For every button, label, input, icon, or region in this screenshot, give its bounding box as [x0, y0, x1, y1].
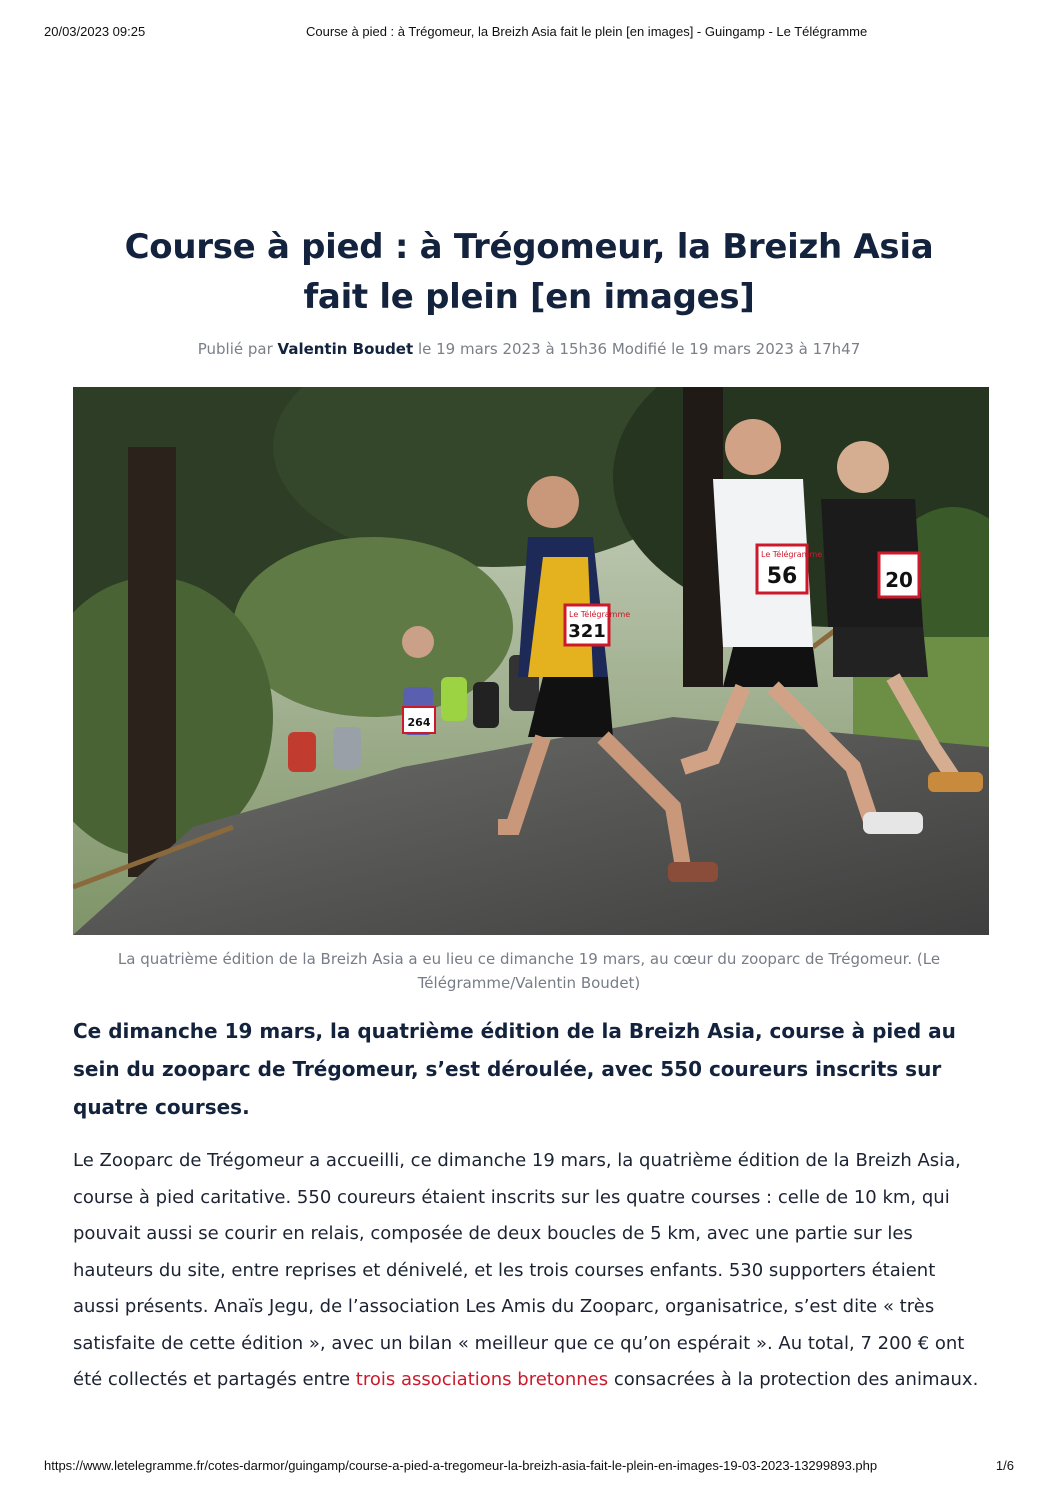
byline-prefix: Publié par [197, 340, 273, 358]
author-link[interactable]: Valentin Boudet [277, 340, 414, 358]
article-body [73, 1143, 985, 1399]
article-lead: Ce dimanche 19 mars, la quatrième édition de la Breizh Asia, course à pied au sein du zooparc de Trégomeur, s’est déroulée, avec 550 coureurs inscrits sur quatre courses. [73, 1019, 956, 1119]
body-text-part-2: consacrées à la protection des animaux. [613, 1369, 979, 1390]
article-title: Course à pied : à Trégomeur, la Breizh Asia fait le plein [en images] [124, 227, 934, 317]
byline-dates: le 19 mars 2023 à 15h36 Modifié le 19 mars 2023 à 17h47 [417, 340, 861, 358]
print-date: 20/03/2023 09:25 [44, 24, 146, 39]
page-number: 1/6 [995, 1458, 1014, 1473]
runners-photo-illustration [73, 387, 989, 935]
print-footer [44, 1458, 1014, 1478]
photo-caption: La quatrième édition de la Breizh Asia a eu lieu ce dimanche 19 mars, au cœur du zooparc de Trégomeur. (Le Télégramme/Valentin Boudet) [117, 950, 941, 992]
body-text-part-1: Le Zooparc de Trégomeur a accueilli, ce dimanche 19 mars, la quatrième édition de la Breizh Asia, course à pied caritative. 550 coureurs étaient inscrits sur les quatre courses : celle de 10 km, qui pouvait aussi se courir en relais, composée de deux boucles de 5 km, avec une partie sur les hauteurs du site, entre reprises et dénivelé, et les trois courses enfants. 530 supporters étaient aussi présents. Anaïs Jegu, de l’association Les Amis du Zooparc, organisatrice, s’est dite « très satisfaite de cette édition », avec un bilan « meilleur que ce qu’on espérait ». Au total, 7 200 € ont été collectés et partagés entre [73, 1150, 965, 1390]
byline [73, 340, 985, 358]
bib-banner-56: Le Télégramme [761, 550, 823, 559]
article-photo[interactable] [73, 387, 989, 935]
bib-321: 321 [568, 621, 606, 642]
bib-banner-321: Le Télégramme [569, 610, 631, 619]
bib-264: 264 [407, 716, 431, 729]
associations-link[interactable]: trois associations bretonnes [355, 1369, 609, 1390]
print-header [44, 24, 1014, 44]
bib-56: 56 [766, 564, 798, 589]
bib-20: 20 [885, 568, 913, 592]
page-url: https://www.letelegramme.fr/cotes-darmor/guingamp/course-a-pied-a-tregomeur-la-breizh-asia-fait-le-plein-en-images-19-03-2023-13299893.php [44, 1458, 878, 1473]
print-document-title: Course à pied : à Trégomeur, la Breizh Asia fait le plein [en images] - Guingamp - Le Télégramme [306, 24, 868, 39]
